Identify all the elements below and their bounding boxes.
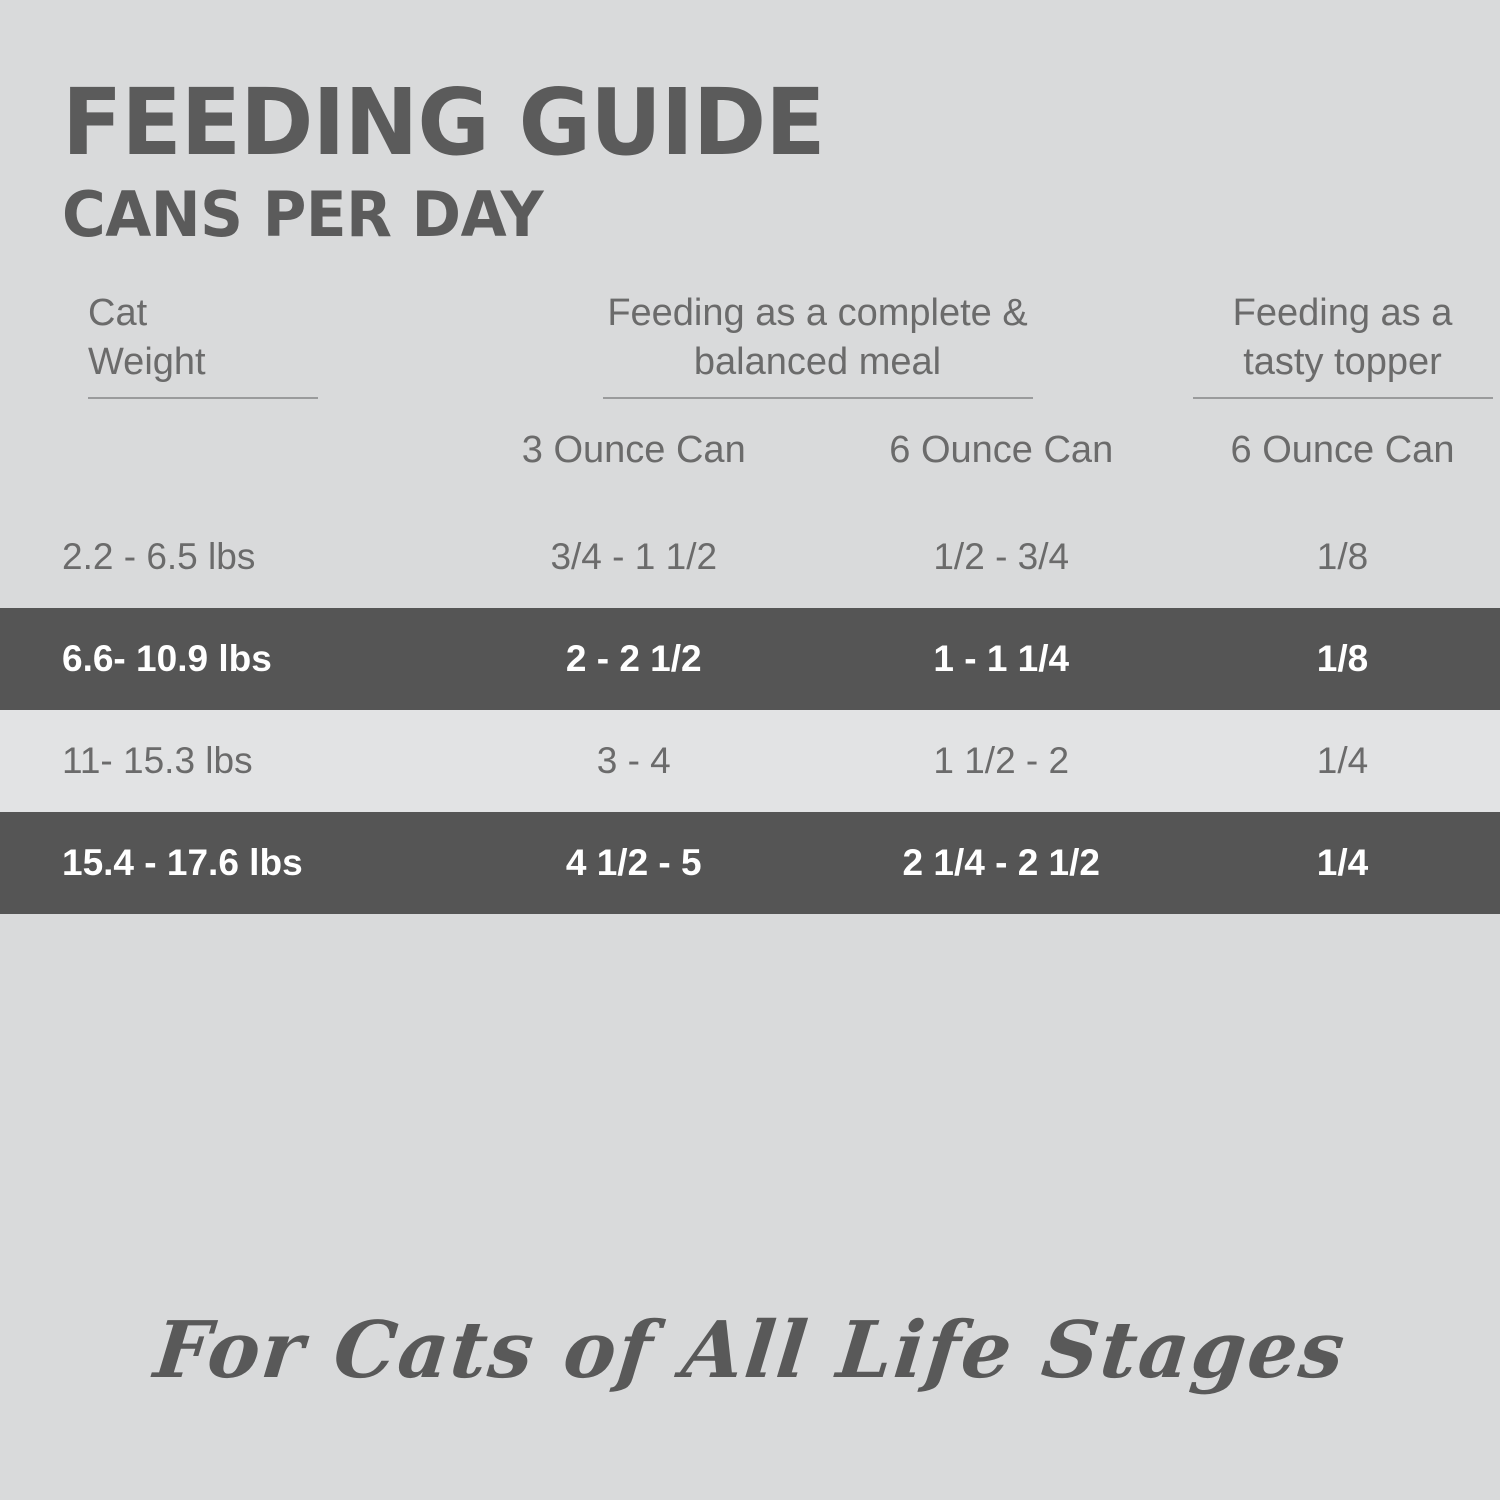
divider-topper [1193, 397, 1493, 399]
group-header-meal-line2: balanced meal [693, 340, 942, 383]
table-row [0, 608, 1500, 710]
cell-topper: 1/8 [1316, 535, 1369, 577]
cell-weight: 15.4 - 17.6 lbs [62, 841, 303, 883]
header [0, 0, 1500, 252]
cell-weight: 6.6- 10.9 lbs [62, 637, 272, 679]
cell-can3: 3 - 4 [596, 739, 671, 781]
cell-topper: 1/4 [1316, 841, 1369, 883]
group-header-topper-line1: Feeding as a [1232, 292, 1453, 335]
divider-weight [88, 397, 318, 399]
tagline: For Cats of All Life Stages [149, 1305, 1351, 1396]
table-row [0, 506, 1500, 608]
group-header-meal-line1: Feeding as a complete & [607, 292, 1028, 335]
group-header-complete-meal [450, 289, 1185, 398]
cell-can3: 2 - 2 1/2 [565, 637, 702, 679]
divider-meal [603, 397, 1033, 399]
can-header-topper-6oz: 6 Ounce Can [1230, 428, 1455, 471]
cell-can6: 2 1/4 - 2 1/2 [902, 841, 1100, 883]
footer [0, 1305, 1500, 1396]
group-header-weight [0, 289, 450, 398]
cell-weight: 2.2 - 6.5 lbs [62, 535, 256, 577]
group-header-topper-line2: tasty topper [1243, 340, 1442, 383]
cell-can3: 3/4 - 1 1/2 [550, 535, 718, 577]
spacer [0, 472, 1500, 506]
cell-can3: 4 1/2 - 5 [565, 841, 702, 883]
table-row [0, 812, 1500, 914]
page-subtitle: CANS PER DAY [62, 178, 544, 252]
table-can-header-row [0, 429, 1500, 472]
group-header-weight-line1: Cat [88, 292, 148, 335]
can-header-3oz: 3 Ounce Can [521, 428, 746, 471]
page-title: FEEDING GUIDE [62, 69, 825, 176]
table-group-header-row [0, 289, 1500, 402]
cell-can6: 1 1/2 - 2 [933, 739, 1070, 781]
cell-can6: 1 - 1 1/4 [933, 637, 1070, 679]
cell-topper: 1/8 [1316, 637, 1369, 679]
group-header-tasty-topper [1185, 289, 1500, 398]
table-row [0, 710, 1500, 812]
can-header-6oz: 6 Ounce Can [889, 428, 1114, 471]
feeding-table [0, 289, 1500, 913]
group-header-weight-line2: Weight [88, 340, 206, 383]
cell-weight: 11- 15.3 lbs [62, 739, 253, 781]
cell-can6: 1/2 - 3/4 [933, 535, 1070, 577]
cell-topper: 1/4 [1316, 739, 1369, 781]
